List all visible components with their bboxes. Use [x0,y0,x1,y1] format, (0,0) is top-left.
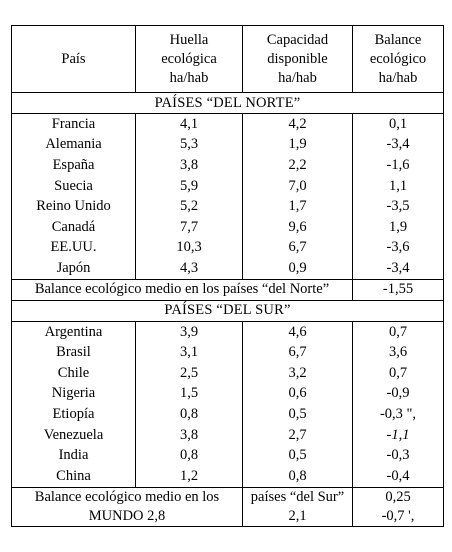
cell-balance: -0,3 ", [353,404,444,425]
cell-capacidad: 7,0 [288,177,307,194]
footer-right-line1: 0,25 [385,488,411,505]
cell-pais: Reino Unido [36,198,111,215]
section-norte-header [12,93,444,114]
header-capacidad: Capacidad disponible ha/hab [243,26,353,93]
cell-pais: Argentina [44,323,103,340]
cell-pais: Alemania [45,136,102,153]
cell-balance: 1,9 [353,217,444,238]
cell-huella: 4,3 [136,258,243,279]
cell-pais: Nigeria [51,385,96,402]
cell-huella: 3,9 [136,321,243,342]
cell-pais: Japón [56,259,91,276]
header-row [12,26,444,93]
cell-huella: 0,8 [136,445,243,466]
cell-capacidad: 4,6 [288,323,307,340]
cell-pais: Canadá [51,218,96,235]
cell-huella: 3,8 [136,155,243,176]
table-row [12,425,444,446]
cell-balance: -3,4 [353,258,444,279]
cell-huella: 1,5 [136,384,243,405]
cell-balance: -1,6 [353,155,444,176]
cell-pais: China [56,467,91,484]
table-row [12,321,444,342]
cell-pais: India [58,447,89,464]
norte-summary-value: -1,55 [353,279,444,300]
cell-huella: 10,3 [136,238,243,259]
cell-pais: España [52,156,95,173]
cell-balance: 0,7 [353,321,444,342]
footer-left-line2: MUNDO 2,8 [88,507,166,524]
cell-huella: 0,8 [136,404,243,425]
section-sur-title: PAÍSES “DEL SUR” [12,300,444,321]
cell-huella: 4,1 [136,114,243,135]
norte-summary-row [12,279,444,300]
table-row [12,363,444,384]
cell-huella: 7,7 [136,217,243,238]
cell-capacidad: 4,2 [288,115,307,132]
cell-pais: Brasil [56,344,91,361]
cell-capacidad: 0,8 [288,467,307,484]
table-row [12,342,444,363]
table-row [12,114,444,135]
footer-right-cell [353,487,444,526]
cell-balance: 0,1 [353,114,444,135]
footer-mid-cell [243,487,353,526]
cell-balance: 1,1 [353,176,444,197]
table-row [12,384,444,405]
cell-balance: -1,1 [353,425,444,446]
table-row [12,135,444,156]
cell-pais: Francia [51,115,96,132]
cell-capacidad: 0,5 [288,405,307,422]
section-sur-header [12,300,444,321]
footer-left-line1: Balance ecológico medio en los [34,488,220,505]
cell-capacidad: 6,7 [288,344,307,361]
cell-pais: Etiopía [52,405,95,422]
cell-balance: -3,6 [353,238,444,259]
footer-row [12,487,444,526]
table-row [12,217,444,238]
table-row [12,155,444,176]
norte-summary-label: Balance ecológico medio en los países “del Norte” [12,279,353,300]
cell-balance: -0,9 [353,384,444,405]
table-row [12,404,444,425]
table-row [12,258,444,279]
cell-balance: 0,7 [353,363,444,384]
cell-capacidad: 3,2 [288,364,307,381]
header-huella: Huella ecológica ha/hab [136,26,243,93]
cell-capacidad: 9,6 [288,218,307,235]
cell-pais: Suecia [54,177,93,194]
cell-capacidad: 2,2 [288,156,307,173]
cell-huella: 1,2 [136,466,243,487]
cell-balance: 3,6 [353,342,444,363]
cell-huella: 3,8 [136,425,243,446]
cell-capacidad: 0,5 [288,447,307,464]
footer-mid-line1: países “del Sur” [250,488,345,505]
cell-capacidad: 1,9 [288,136,307,153]
cell-capacidad: 2,7 [288,426,307,443]
cell-balance: -0,4 [353,466,444,487]
footer-right-line2: -0,7 ', [381,507,415,524]
header-balance: Balance ecológico ha/hab [353,26,444,93]
footer-mid-line2: 2,1 [288,507,307,524]
cell-pais: EE.UU. [50,239,97,256]
table-row [12,445,444,466]
section-norte-title: PAÍSES “DEL NORTE” [12,93,444,114]
cell-capacidad: 0,6 [288,385,307,402]
cell-huella: 3,1 [136,342,243,363]
table-row [12,196,444,217]
cell-huella: 5,2 [136,196,243,217]
cell-balance: -3,4 [353,135,444,156]
header-pais: País [12,26,136,93]
table-row [12,466,444,487]
cell-capacidad: 0,9 [288,259,307,276]
cell-huella: 5,3 [136,135,243,156]
footer-left-cell [12,487,243,526]
cell-capacidad: 6,7 [288,239,307,256]
table-row [12,176,444,197]
table-row [12,238,444,259]
cell-pais: Chile [57,364,90,381]
cell-huella: 5,9 [136,176,243,197]
cell-pais: Venezuela [43,426,104,443]
ecological-footprint-table [11,25,444,527]
cell-capacidad: 1,7 [288,198,307,215]
cell-huella: 2,5 [136,363,243,384]
cell-balance: -3,5 [353,196,444,217]
cell-balance: -0,3 [353,445,444,466]
